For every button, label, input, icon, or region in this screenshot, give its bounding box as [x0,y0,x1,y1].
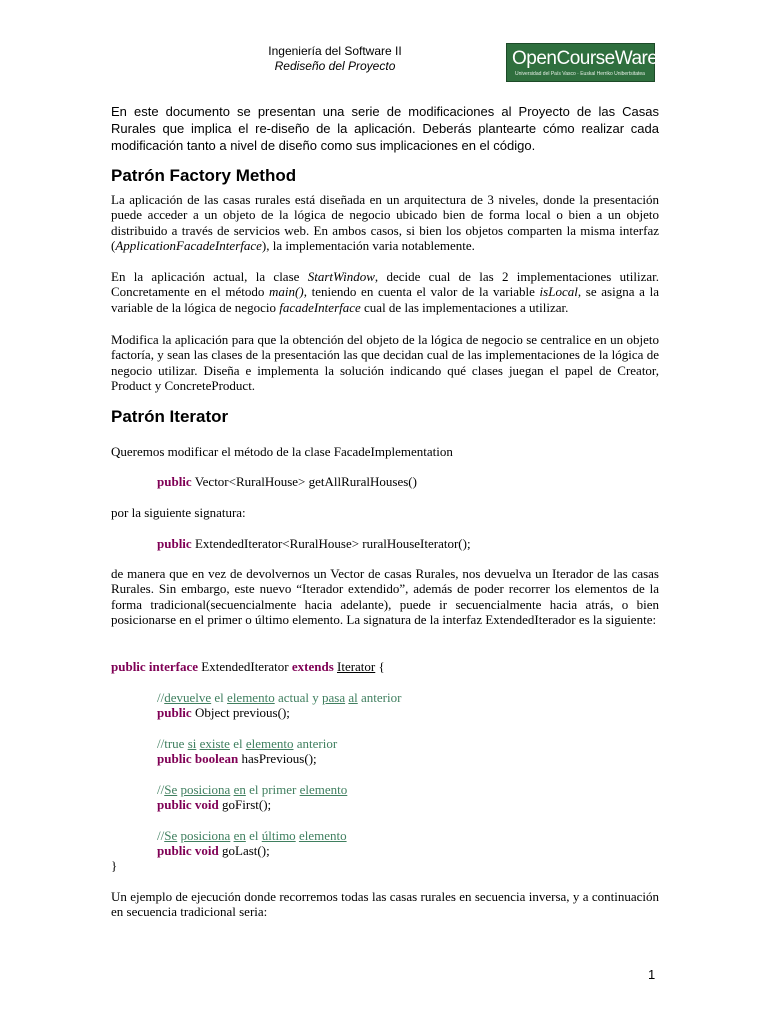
section-title-iterator: Patrón Iterator [111,407,229,426]
code-line-ruralhouseiterator: public ExtendedIterator<RuralHouse> ruralHouseIterator(); [157,536,471,551]
opencourseware-logo [506,43,658,82]
code-method-gofirst: public void goFirst(); [157,797,272,812]
iterator-paragraph-4: Un ejemplo de ejecución donde recorremos todas las casas rurales en secuencia inversa, y a continuación en secuencia tradicional seria: [111,889,659,920]
factory-paragraph-3: Modifica la aplicación para que la obtención del objeto de la lógica de negocio se centralice en un objeto factoría, y sean las clases de la presentación las que decidan cual de las implementaciones de la lógica de negocio utilizar. Diseña e implementa la solución indicando qué clases juegan el papel de Creator, Product y ConcreteProduct. [111,332,659,394]
factory-paragraph-2: En la aplicación actual, la clase StartWindow, decide cual de las 2 implementaciones utilizar. Concretamente en el método main(), teniendo en cuenta el valor de la variable isLocal, se asigna a la variable de la lógica de negocio facadeInterface cual de las implementaciones a utilizar. [111,269,659,315]
page-header [230,44,440,74]
iterator-paragraph-1: Queremos modificar el método de la clase FacadeImplementation [111,444,453,459]
intro-paragraph: En este documento se presentan una serie de modificaciones al Proyecto de las Casas Rurales que implica el re-diseño de la aplicación. Deberás plantearte cómo realizar cada modificación tanto a nivel de diseño como sus implicaciones en el código. [111,104,659,153]
factory-paragraph-1: La aplicación de las casas rurales está diseñada en un arquitectura de 3 niveles, donde la presentación puede acceder a un objeto de la lógica de negocio ubicado bien de forma local o bien a un objeto distribuido a través de servicios web. En ambos casos, si bien los objetos comparten la misma interfaz (ApplicationFacadeInterface), la implementación varia notablemente. [111,192,659,254]
code-line-getallruralhouses: public Vector<RuralHouse> getAllRuralHouses() [157,474,417,489]
code-method-golast: public void goLast(); [157,843,270,858]
logo-text: OpenCourseWare [512,48,658,69]
logo-subtext: Universidad del País Vasco · Euskal Herriko Unibertsitatea [515,71,645,77]
course-title: Ingeniería del Software II [268,44,402,58]
code-interface-declaration: public interface ExtendedIterator extends Iterator { [111,659,385,674]
section-title-factory-method: Patrón Factory Method [111,166,297,185]
code-comment-gofirst: //Se posiciona en el primer elemento [157,782,348,797]
code-comment-hasprevious: //true si existe el elemento anterior [157,736,338,751]
code-interface-close: } [111,858,118,873]
document-subtitle: Rediseño del Proyecto [274,59,396,73]
page-number: 1 [648,967,656,982]
code-method-hasprevious: public boolean hasPrevious(); [157,751,317,766]
iterator-paragraph-2: por la siguiente signatura: [111,505,246,520]
iterator-paragraph-3: de manera que en vez de devolvernos un Vector de casas Rurales, nos devuelva un Iterador de las casas Rurales. Sin embargo, este nuevo “Iterador extendido”, además de poder recorrer los elementos de la forma tradicional(secuencialmente hacia adelante), puede ir secuencialmente hacia atrás, o bien posicionarse en el primer o último elemento. La signatura de la interfaz ExtendedIterador es la siguiente: [111,566,659,628]
code-comment-previous: //devuelve el elemento actual y pasa al anterior [157,690,402,705]
code-method-previous: public Object previous(); [157,705,290,720]
code-comment-golast: //Se posiciona en el último elemento [157,828,347,843]
